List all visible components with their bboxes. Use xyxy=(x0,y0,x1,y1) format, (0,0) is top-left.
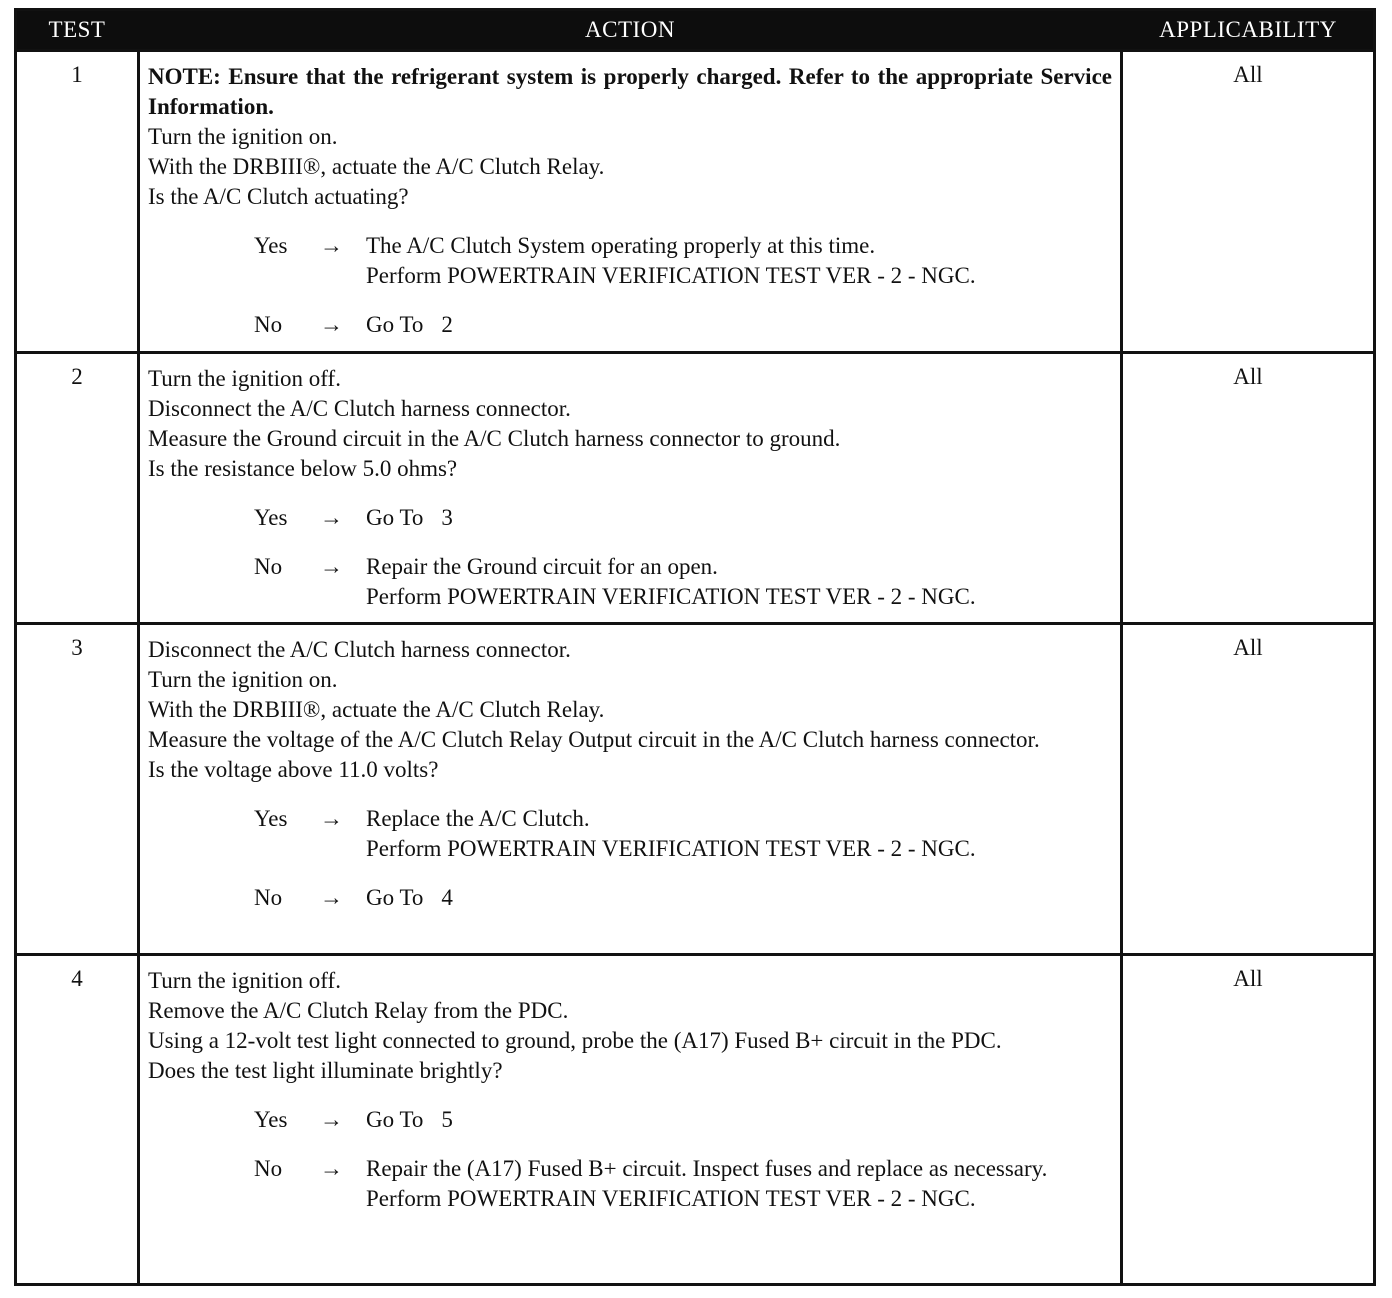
goto-text: Go To xyxy=(366,505,424,530)
arrow-icon: → xyxy=(320,806,343,831)
answer-label: Yes xyxy=(254,1107,288,1132)
answers xyxy=(148,1105,1112,1214)
answers xyxy=(148,231,1112,340)
step-text: Turn the ignition off. xyxy=(148,968,341,993)
answer-text xyxy=(366,552,1112,612)
action-cell xyxy=(137,956,1123,1283)
header-test: TEST xyxy=(48,17,106,42)
answers xyxy=(148,804,1112,913)
answer-text xyxy=(366,1105,1112,1135)
action-cell xyxy=(137,52,1123,351)
applicability-cell: All xyxy=(1233,635,1263,660)
step-text: Remove the A/C Clutch Relay from the PDC. xyxy=(148,998,569,1023)
answer-yes xyxy=(148,231,1112,291)
step-text: Disconnect the A/C Clutch harness connector. xyxy=(148,637,571,662)
step-text: With the DRBIII®, actuate the A/C Clutch Relay. xyxy=(148,154,605,179)
goto-text: Go To xyxy=(366,1107,424,1132)
answer-line: Repair the Ground circuit for an open. xyxy=(366,554,718,579)
answer-line: Perform POWERTRAIN VERIFICATION TEST VER - 2 - NGC. xyxy=(366,584,976,609)
step-text: Turn the ignition on. xyxy=(148,667,338,692)
action-cell xyxy=(137,354,1123,622)
answer-no xyxy=(148,310,1112,340)
step-text: Is the resistance below 5.0 ohms? xyxy=(148,456,458,481)
answer-label: No xyxy=(254,312,283,337)
answer-text xyxy=(366,1154,1112,1214)
answer-line: Replace the A/C Clutch. xyxy=(366,806,590,831)
answer-line: Perform POWERTRAIN VERIFICATION TEST VER - 2 - NGC. xyxy=(366,263,976,288)
answer-line: Perform POWERTRAIN VERIFICATION TEST VER - 2 - NGC. xyxy=(366,1186,976,1211)
answer-label: No xyxy=(254,1156,283,1181)
answer-text xyxy=(366,310,1112,340)
answer-text xyxy=(366,883,1112,913)
header-action: ACTION xyxy=(585,17,675,42)
goto-number: 5 xyxy=(441,1107,453,1132)
goto-text: Go To xyxy=(366,885,424,910)
goto-number: 4 xyxy=(441,885,453,910)
table-row xyxy=(17,953,1373,1283)
action-cell xyxy=(137,625,1123,953)
answer-label: No xyxy=(254,885,283,910)
arrow-icon: → xyxy=(320,885,343,910)
table-row xyxy=(17,351,1373,622)
answer-text xyxy=(366,231,1112,291)
answer-label: Yes xyxy=(254,233,288,258)
note-text: NOTE: Ensure that the refrigerant system is properly charged. Refer to the appropriate Service Information. xyxy=(148,64,1112,119)
applicability-cell: All xyxy=(1233,62,1263,87)
answer-label: Yes xyxy=(254,505,288,530)
answer-no xyxy=(148,552,1112,612)
test-number: 1 xyxy=(71,62,83,87)
answer-yes xyxy=(148,503,1112,533)
table-row xyxy=(17,622,1373,953)
applicability-cell: All xyxy=(1233,364,1263,389)
goto-number: 3 xyxy=(441,505,453,530)
arrow-icon: → xyxy=(320,312,343,337)
test-number: 4 xyxy=(71,966,83,991)
table-row xyxy=(17,49,1373,351)
step-text: Measure the voltage of the A/C Clutch Relay Output circuit in the A/C Clutch harness connector. xyxy=(148,727,1040,752)
answer-line: Perform POWERTRAIN VERIFICATION TEST VER - 2 - NGC. xyxy=(366,836,976,861)
answer-line: Repair the (A17) Fused B+ circuit. Inspect fuses and replace as necessary. xyxy=(366,1156,1048,1181)
arrow-icon: → xyxy=(320,554,343,579)
arrow-icon: → xyxy=(320,505,343,530)
answer-line: The A/C Clutch System operating properly at this time. xyxy=(366,233,876,258)
arrow-icon: → xyxy=(320,1156,343,1181)
step-text: Is the voltage above 11.0 volts? xyxy=(148,757,439,782)
answers xyxy=(148,503,1112,612)
step-text: Disconnect the A/C Clutch harness connector. xyxy=(148,396,571,421)
goto-text: Go To xyxy=(366,312,424,337)
arrow-icon: → xyxy=(320,233,343,258)
goto-number: 2 xyxy=(441,312,453,337)
test-number: 2 xyxy=(71,364,83,389)
answer-text xyxy=(366,804,1112,864)
answer-no xyxy=(148,1154,1112,1214)
answer-label: Yes xyxy=(254,806,288,831)
table-header xyxy=(17,11,1373,49)
answer-yes xyxy=(148,804,1112,864)
step-text: Measure the Ground circuit in the A/C Clutch harness connector to ground. xyxy=(148,426,841,451)
diagnostic-test-table xyxy=(14,8,1376,1286)
step-text: Does the test light illuminate brightly? xyxy=(148,1058,503,1083)
arrow-icon: → xyxy=(320,1107,343,1132)
test-number: 3 xyxy=(71,635,83,660)
step-text: Using a 12-volt test light connected to ground, probe the (A17) Fused B+ circuit in the PDC. xyxy=(148,1028,1002,1053)
answer-no xyxy=(148,883,1112,913)
answer-text xyxy=(366,503,1112,533)
header-applicability: APPLICABILITY xyxy=(1159,17,1337,42)
step-text: Is the A/C Clutch actuating? xyxy=(148,184,409,209)
answer-yes xyxy=(148,1105,1112,1135)
step-text: Turn the ignition on. xyxy=(148,124,338,149)
step-text: Turn the ignition off. xyxy=(148,366,341,391)
answer-label: No xyxy=(254,554,283,579)
step-text: With the DRBIII®, actuate the A/C Clutch Relay. xyxy=(148,697,605,722)
applicability-cell: All xyxy=(1233,966,1263,991)
